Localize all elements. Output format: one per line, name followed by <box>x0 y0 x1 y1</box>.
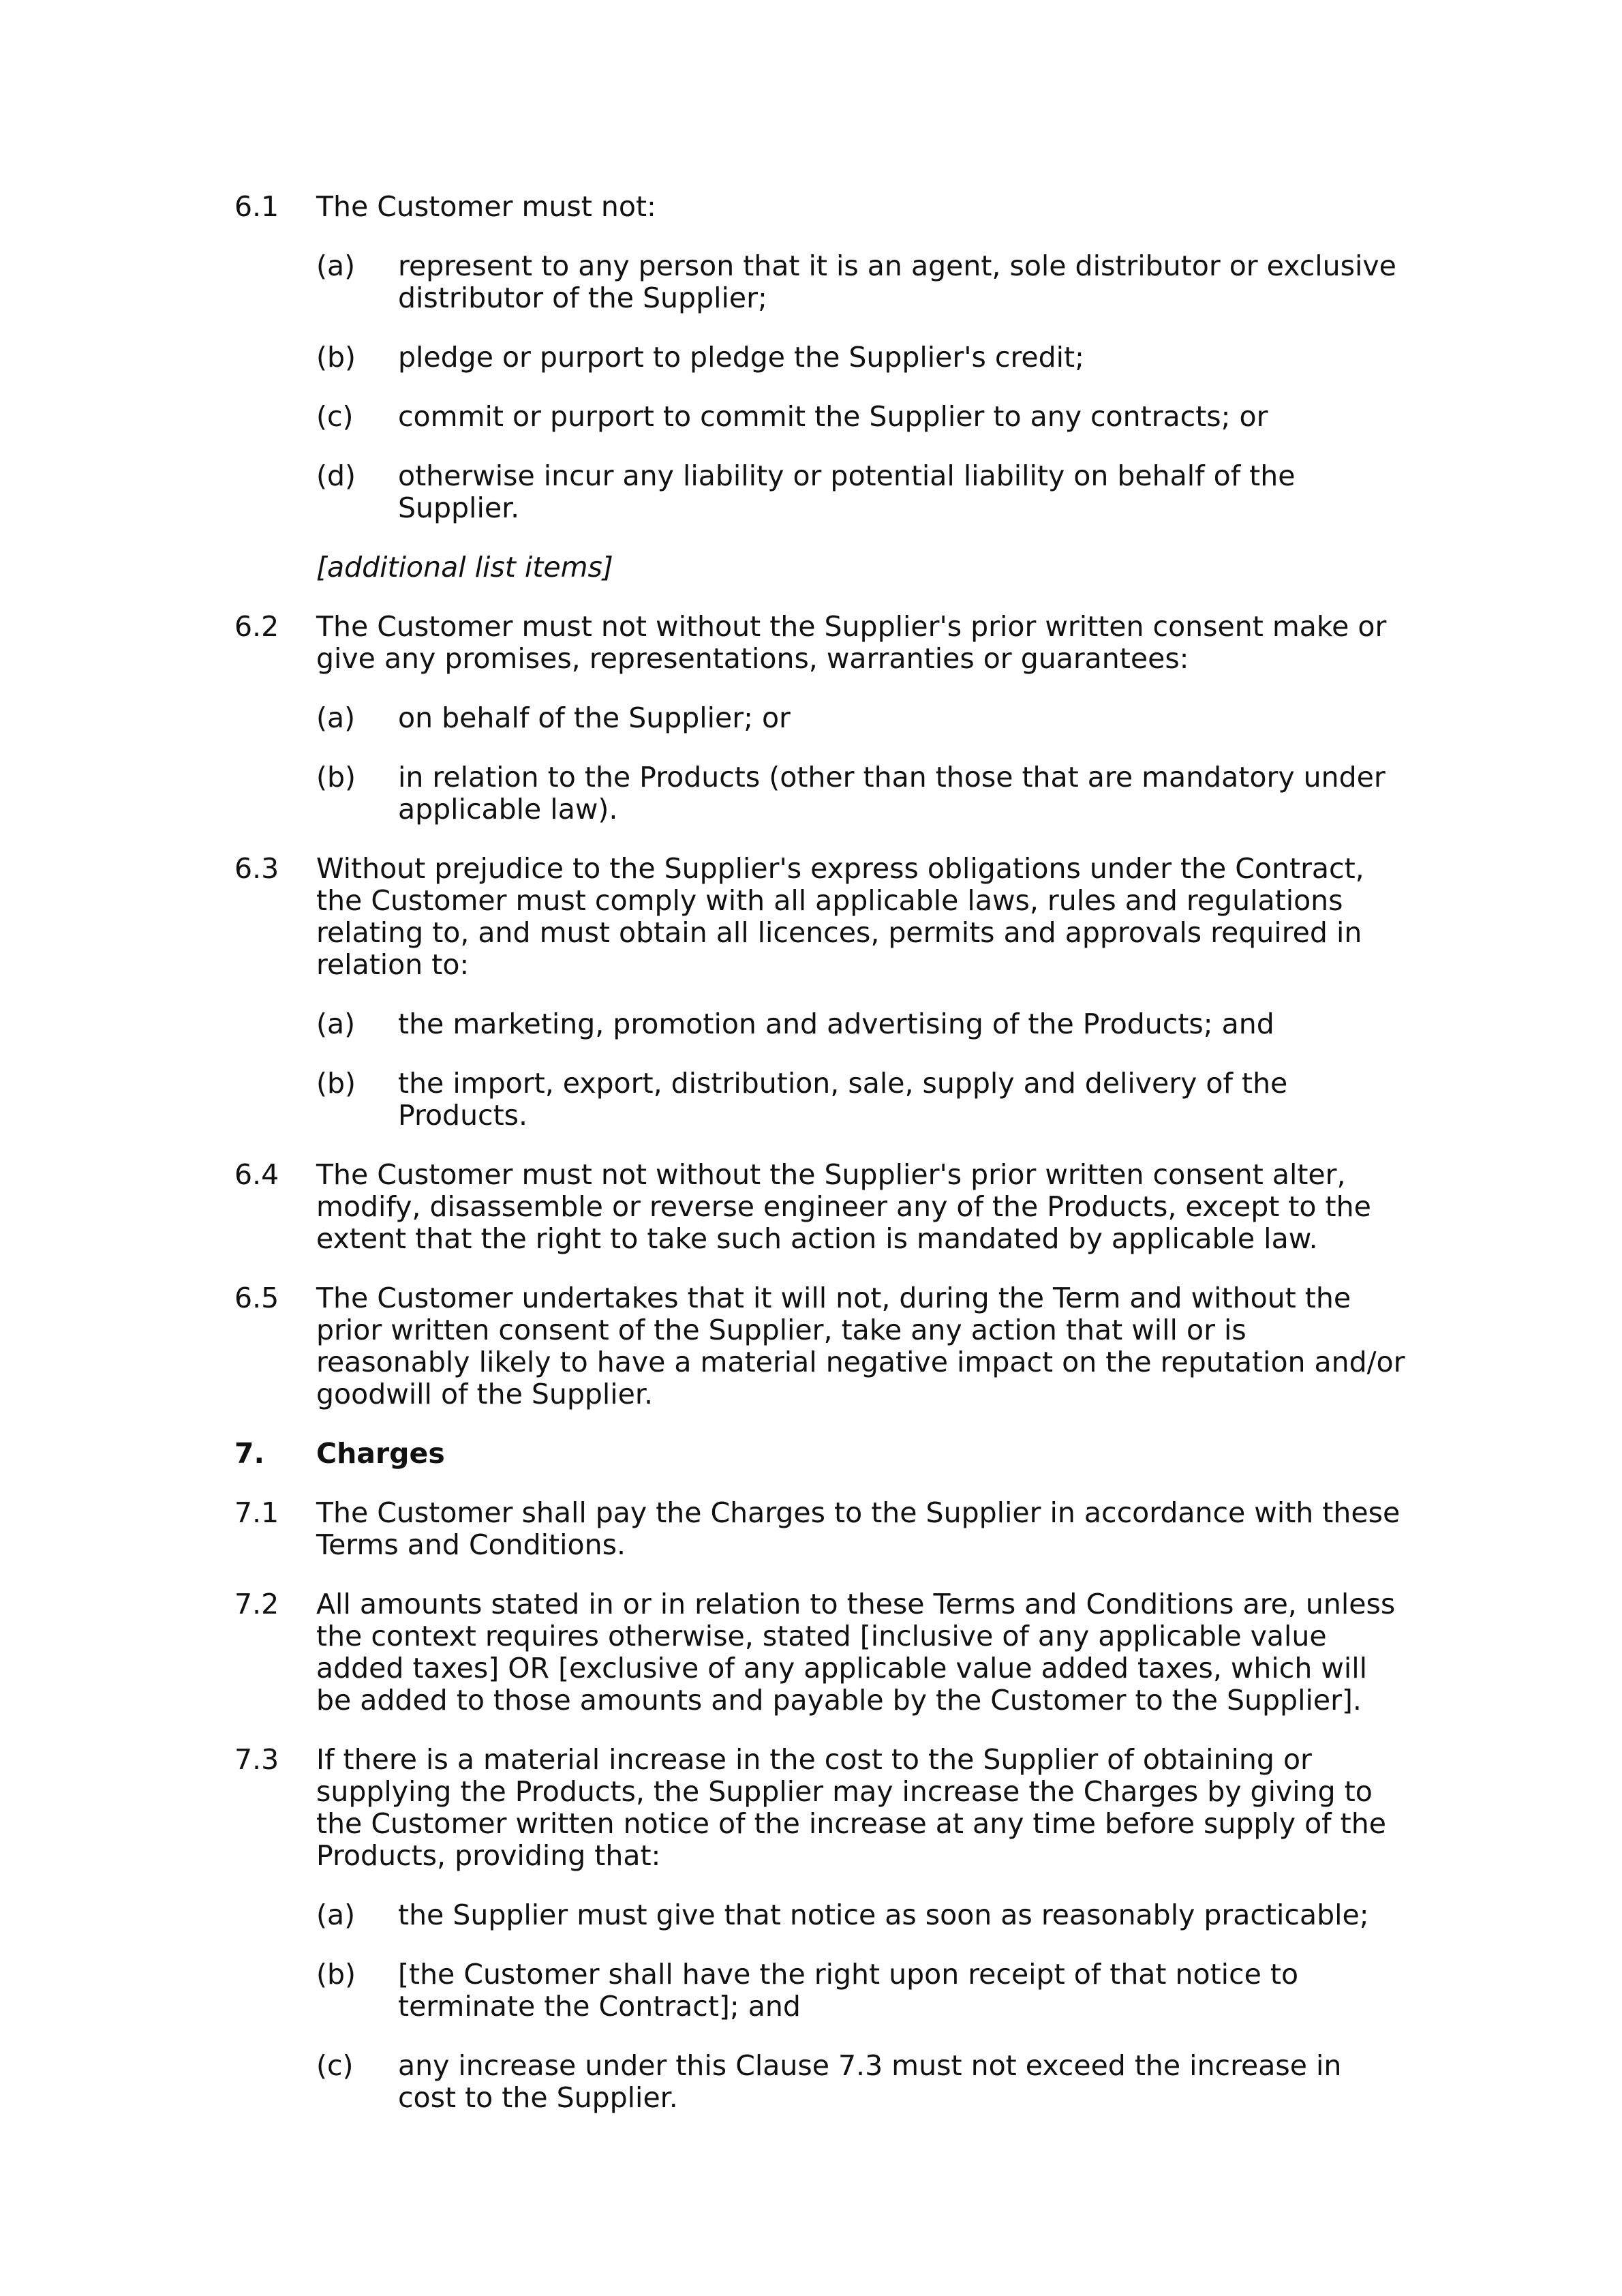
clause-text: The Customer must not without the Supplier's prior written consent make or give any promises, representations, warranties or guarantees: <box>316 610 1387 675</box>
clause-text: The Customer must not without the Supplier's prior written consent alter, modify, disassemble or reverse engineer any of the Products, except to the extent that the right to take such action is mandated by applicable law. <box>316 1158 1371 1255</box>
clause-6-2 <box>234 611 1407 826</box>
clause-number: 6.4 <box>234 1158 279 1191</box>
list-item <box>316 1008 1407 1040</box>
list-item-text: pledge or purport to pledge the Supplier's credit; <box>398 341 1084 374</box>
list-item-label: (a) <box>316 701 356 734</box>
clause-sublist <box>316 250 1407 524</box>
clause-6-5 <box>234 1282 1407 1410</box>
list-item <box>316 250 1407 314</box>
list-item <box>316 1899 1407 1931</box>
list-item-text: the marketing, promotion and advertising of the Products; and <box>398 1008 1274 1040</box>
list-item-text: in relation to the Products (other than those that are mandatory under applicable law). <box>398 761 1386 826</box>
clause-text: The Customer must not: <box>316 190 656 223</box>
list-item-label: (b) <box>316 1958 356 1991</box>
list-item-text: otherwise incur any liability or potential liability on behalf of the Supplier. <box>398 459 1296 524</box>
list-item-label: (b) <box>316 761 356 794</box>
list-item-text: on behalf of the Supplier; or <box>398 701 791 734</box>
list-item-text: commit or purport to commit the Supplier to any contracts; or <box>398 400 1268 433</box>
list-item <box>316 761 1407 826</box>
clause-text: The Customer shall pay the Charges to the Supplier in accordance with these Terms and Conditions. <box>316 1496 1401 1561</box>
list-item <box>316 2050 1407 2114</box>
list-item <box>316 460 1407 524</box>
additional-items-note: [additional list items] <box>316 551 613 584</box>
list-item-label: (b) <box>316 341 356 374</box>
list-item <box>316 702 1407 734</box>
clause-number: 6.5 <box>234 1282 279 1314</box>
list-item-label: (b) <box>316 1067 356 1100</box>
list-item-label: (d) <box>316 459 356 492</box>
clause-7-2 <box>234 1588 1407 1717</box>
list-item-text: the import, export, distribution, sale, supply and delivery of the Products. <box>398 1067 1288 1132</box>
list-item-text: any increase under this Clause 7.3 must not exceed the increase in cost to the Supplier. <box>398 2049 1342 2114</box>
document-body <box>234 191 1407 2141</box>
section-title: Charges <box>316 1437 445 1470</box>
clause-number: 6.1 <box>234 190 279 223</box>
list-item <box>316 401 1407 433</box>
clause-text: If there is a material increase in the cost to the Supplier of obtaining or supplying the Products, the Supplier may increase the Charges by giving to the Customer written notice of the increase at any time before supply of the Products, providing that: <box>316 1743 1386 1872</box>
list-item-label: (c) <box>316 400 354 433</box>
clause-7-1 <box>234 1497 1407 1561</box>
clause-text: The Customer undertakes that it will not, during the Term and without the prior written consent of the Supplier, take any action that will or is reasonably likely to have a material negative impact on the reputation and/or goodwill of the Supplier. <box>316 1282 1405 1410</box>
clause-6-4 <box>234 1159 1407 1255</box>
clause-sublist <box>316 1899 1407 2114</box>
list-item-label: (a) <box>316 250 356 282</box>
list-item-label: (c) <box>316 2049 354 2082</box>
clause-number: 7.3 <box>234 1743 279 1776</box>
clause-number: 6.2 <box>234 610 279 643</box>
clause-6-1 <box>234 191 1407 584</box>
list-item <box>316 1959 1407 2023</box>
list-item-text: represent to any person that it is an agent, sole distributor or exclusive distributor of the Supplier; <box>398 250 1396 314</box>
list-item <box>316 1068 1407 1132</box>
clause-7-3 <box>234 1744 1407 2114</box>
clause-number: 7.1 <box>234 1496 279 1529</box>
list-item-label: (a) <box>316 1899 356 1931</box>
list-item-label: (a) <box>316 1008 356 1040</box>
clause-sublist <box>316 702 1407 826</box>
clause-number: 7.2 <box>234 1588 279 1620</box>
clause-text: All amounts stated in or in relation to these Terms and Conditions are, unless the context requires otherwise, stated [inclusive of any applicable value added taxes] OR [exclusive of any applicable value added taxes, which will be added to those amounts and payable by the Customer to the Supplier]. <box>316 1588 1396 1717</box>
clause-text: Without prejudice to the Supplier's express obligations under the Contract, the Customer must comply with all applicable laws, rules and regulations relating to, and must obtain all licences, permits and approvals required in relation to: <box>316 852 1364 981</box>
list-item-text: the Supplier must give that notice as soon as reasonably practicable; <box>398 1899 1369 1931</box>
section-number: 7. <box>234 1437 265 1470</box>
clause-sublist <box>316 1008 1407 1132</box>
clause-6-3 <box>234 853 1407 1132</box>
clause-number: 6.3 <box>234 852 279 885</box>
list-item-text: [the Customer shall have the right upon receipt of that notice to terminate the Contract]; and <box>398 1958 1299 2023</box>
section-heading-charges <box>234 1438 1407 1470</box>
list-item <box>316 342 1407 374</box>
